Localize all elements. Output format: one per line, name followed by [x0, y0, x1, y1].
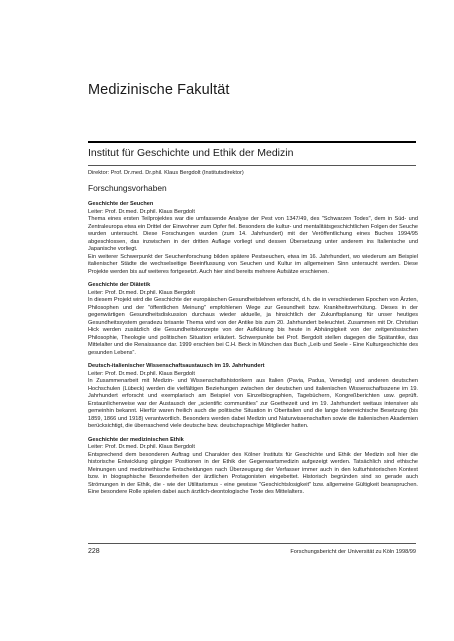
project-paragraph: Entsprechend dem besonderen Auftrag und Charakter des Kölner Instituts für Geschichte und Ethik der Medizin soll hier die historische Entwicklung gängiger Positionen in der Ethik der Gegenwartsmedizin aufgezeigt werden. Tatsächlich sind ethische Meinungen und medizinethische Entscheidungen nach Überzeugung der Verfasser immer auch in den kulturhistorischen Kontext bzw. in biographische Besonderheiten der ärztlichen Protagonisten eingebettet. Historisch begründen sind so gerade auch Strömungen in der Ethik, die - wie der Utilitarismus - eine gewisse "Geschichtslosigkeit" bzw. allgemeine Gültigkeit beanspruchen. Eine besondere Rolle spielen dabei auch ärztlich-deontologische Texte des Mittelalters. — [88, 451, 418, 495]
project-lead: Leiter: Prof. Dr.med. Dr.phil. Klaus Bergdolt — [88, 444, 195, 450]
page-number: 228 — [88, 548, 100, 555]
project-paragraph: In Zusammenarbeit mit Medizin- und Wissenschaftshistorikern aus Italien (Pavia, Padua, Venedig) und anderen deutschen Hochschulen (Lübeck) werden die vielfältigen Beziehungen zwischen der deutschen und italienischen Wissenschaftsszene im 19. Jahrhundert erforscht und exemplarisch am Beispiel von Einzelbiographien, Tagebüchern, Kongreßberichten usw. geprüft. Erstaunlicherweise war der Austausch der „scientific communities“ zur Goethezeit und im 19. Jahrhundert weitaus intensiver als gemeinhin bekannt. Hierfür waren freilich auch die politische Situation in Oberitalien und die lange österreichische Besetzung (bis 1859, 1866 und 1918) verantwortlich. Besonders werden dabei Medizin und Naturwissenschaften sowie die italienischen Akademien berücksichtigt, die überraschend viele deutsche bzw. deutschsprachige Mitglieder hatten. — [88, 378, 418, 429]
project-paragraph: Thema eines ersten Teilprojektes war die umfassende Analyse der Pest von 1347/49, des "Schwarzen Todes", dem in Süd- und Zentraleuropa etwa ein Drittel der Einwohner zum Opfer fiel. Besonders die kultur- und mentalitätsgeschichtlichen Folgen der Seuche wurden untersucht. Diese Forschungen wurden (zum 14. Jahrhundert) mit der Veröffentlichung eines Buches 1994/95 abgeschlossen, das inzwischen in der dritten Auflage vorliegt und dessen Übersetzung unter anderem ins Italienische und Japanische vorliegt. — [88, 216, 418, 252]
project-lead: Leiter: Prof. Dr.med. Dr.phil. Klaus Bergdolt — [88, 370, 195, 377]
project-block — [88, 282, 418, 357]
faculty-title: Medizinische Fakultät — [88, 82, 230, 98]
project-title: Deutsch-italienischer Wissenschaftsaustausch im 19. Jahrhundert — [88, 363, 265, 369]
project-paragraph: Ein weiterer Schwerpunkt der Seuchenforschung bilden spätere Pestseuchen, etwa im 16. Jahrhundert, wo wiederum am Beispiel italienischer Städte die wechselseitige Beeinflussung von Seuchen und Kultur im allgemeinen Sinn untersucht werden. Diese Projekte werden bis auf weiteres fortgesetzt. Auch hier sind bereits mehrere Aufsätze erschienen. — [88, 253, 418, 275]
heading-rule — [88, 141, 416, 143]
institute-title: Institut für Geschichte und Ethik der Medizin — [88, 147, 294, 159]
report-title: Forschungsbericht der Universität zu Köln 1998/99 — [290, 549, 416, 555]
project-title: Geschichte der Seuchen — [88, 201, 154, 207]
project-paragraph: In diesem Projekt wird die Geschichte der europäischen Gesundheitslehren erforscht, d.h. die in verschiedenen Epochen von Ärzten, Philosophen und der "öffentlichen Meinung" empfohlenen Wege zur Gesundheit bzw. Krankheitsverhütung. Dieses in der gegenwärtigen Gesundheitsdiskussion durchaus wieder aktuelle, ja hinsichtlich der Zukunftsplanung für unser heutiges Gesundheitssystem geradezu brisante Thema wird von der Antike bis zum 20. Jahrhundert beleuchtet. Zusammen mit Dr. Christian Hick werden zusätzlich die Gesundheitskonzepte von der Aufklärung bis heute in Abhängigkeit von der zeitgenössischen Philosophie, Theologie und politischen Situation erläutert. Schwerpunkte bei Prof. Bergdolt stellen dagegen die Spätantike, das Mittelalter und die Renaissance dar. 1999 erschien bei C.H. Beck in München das Buch „Leib und Seele - Eine Kulturgeschichte des gesunden Lebens“. — [88, 297, 418, 356]
director-line: Direktor: Prof. Dr.med. Dr.phil. Klaus Bergdolt (Institutsdirektor) — [88, 170, 244, 176]
project-block — [88, 437, 418, 497]
project-lead: Leiter: Prof. Dr.med. Dr.phil. Klaus Bergdolt — [88, 289, 195, 296]
project-block — [88, 201, 418, 276]
project-title: Geschichte der Diätetik — [88, 282, 151, 288]
institute-rule — [88, 165, 416, 166]
footer-rule — [88, 543, 416, 544]
section-title: Forschungsvorhaben — [88, 183, 167, 193]
project-block — [88, 363, 418, 431]
projects-list — [88, 201, 418, 503]
project-title: Geschichte der medizinischen Ethik — [88, 436, 184, 443]
project-lead: Leiter: Prof. Dr.med. Dr.phil. Klaus Bergdolt — [88, 208, 195, 215]
